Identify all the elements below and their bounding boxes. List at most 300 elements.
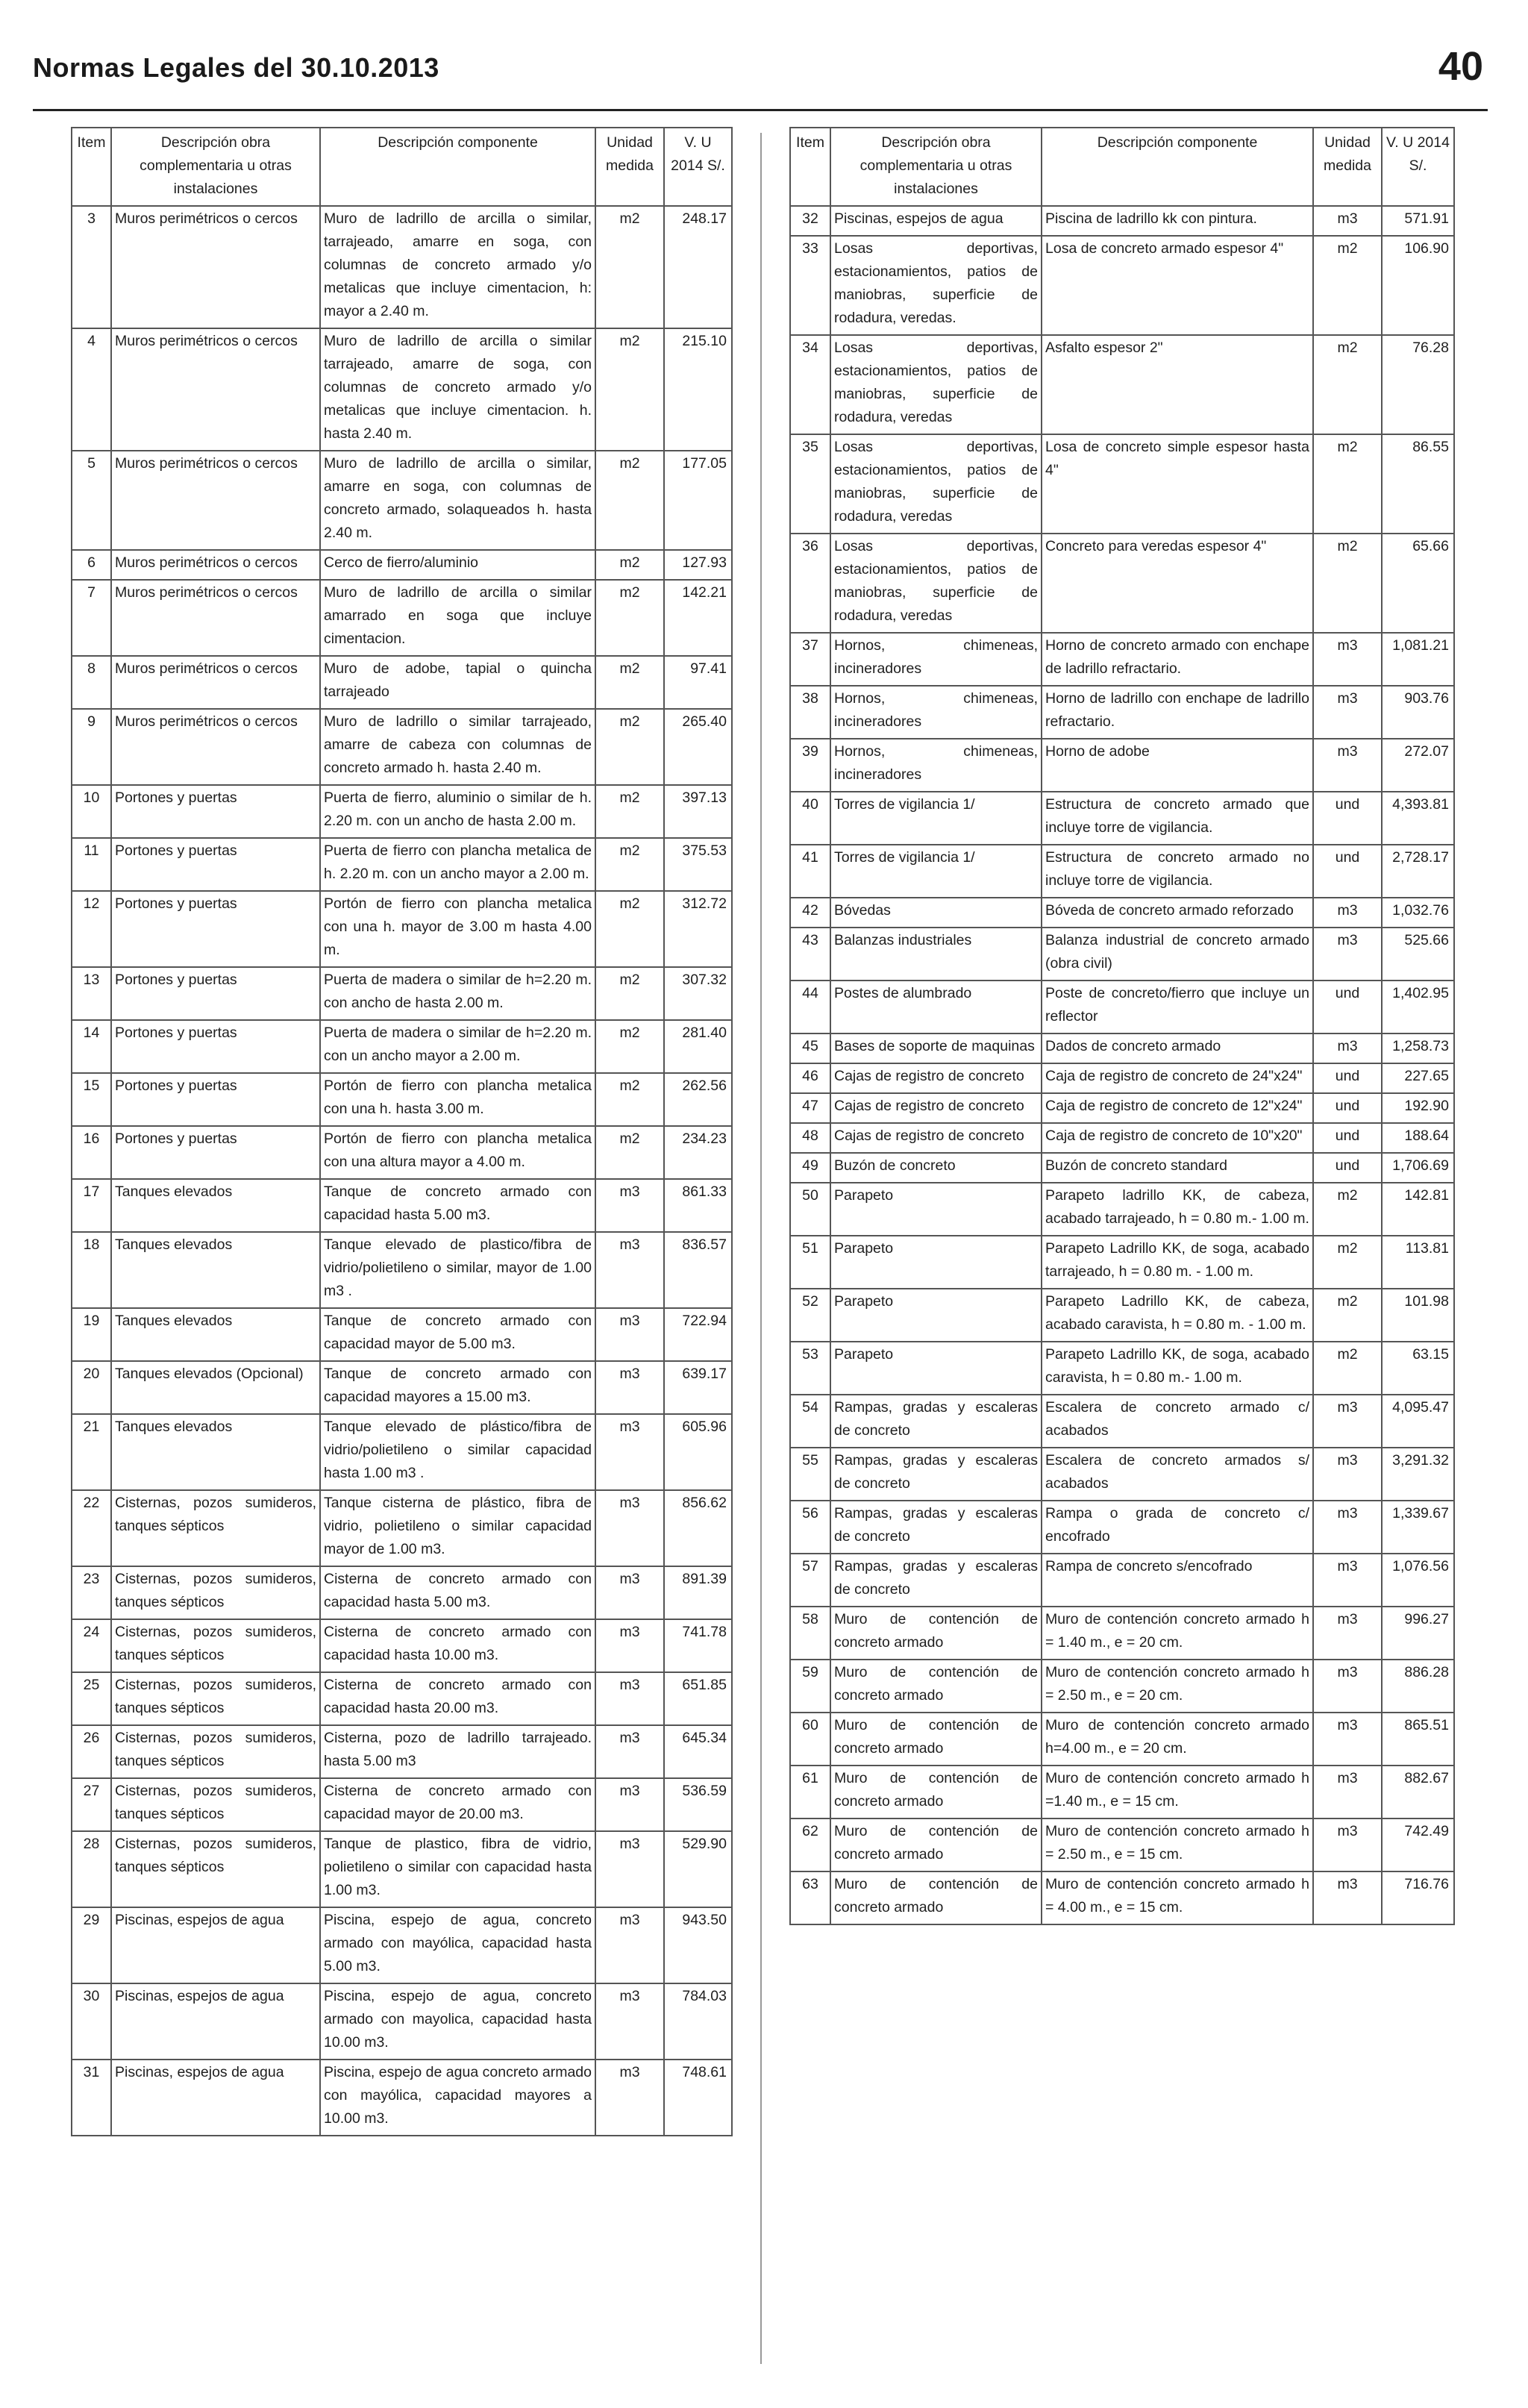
cell-item: 10: [72, 785, 111, 838]
table-row: [790, 1093, 1454, 1123]
table-row: [72, 550, 732, 580]
cell-componente: Horno de adobe: [1042, 739, 1313, 792]
cell-unidad: m3: [595, 1361, 664, 1414]
cell-item: 57: [790, 1554, 830, 1607]
cell-item: 47: [790, 1093, 830, 1123]
cell-item: 34: [790, 335, 830, 434]
cell-item: 28: [72, 1831, 111, 1907]
table-row: [790, 1033, 1454, 1063]
table-row: [790, 1554, 1454, 1607]
cell-obra: Losas deportivas, estacionamientos, patios de maniobras, superficie de rodadura, veredas: [830, 335, 1042, 434]
cell-vu: 397.13: [664, 785, 732, 838]
cell-unidad: m2: [595, 206, 664, 328]
cell-obra: Muros perimétricos o cercos: [111, 451, 320, 550]
cell-componente: Tanque elevado de plastico/fibra de vidrio/polietileno o similar, mayor de 1.00 m3 .: [320, 1232, 595, 1308]
cell-obra: Rampas, gradas y escaleras de concreto: [830, 1501, 1042, 1554]
cell-vu: 943.50: [664, 1907, 732, 1983]
cell-vu: 248.17: [664, 206, 732, 328]
cell-obra: Cisternas, pozos sumideros, tanques sépticos: [111, 1725, 320, 1778]
table-row: [790, 792, 1454, 845]
cell-obra: Cisternas, pozos sumideros, tanques sépticos: [111, 1778, 320, 1831]
cell-obra: Muros perimétricos o cercos: [111, 328, 320, 451]
header-vu: V. U 2014 S/.: [664, 128, 732, 206]
cell-vu: 996.27: [1382, 1607, 1454, 1660]
cell-unidad: m2: [1313, 1289, 1382, 1342]
cell-componente: Puerta de madera o similar de h=2.20 m. con un ancho mayor a 2.00 m.: [320, 1020, 595, 1073]
cell-componente: Portón de fierro con plancha metalica con una h. mayor de 3.00 m hasta 4.00 m.: [320, 891, 595, 967]
cell-componente: Caja de registro de concreto de 24"x24": [1042, 1063, 1313, 1093]
cell-obra: Postes de alumbrado: [830, 981, 1042, 1033]
cell-obra: Cisternas, pozos sumideros, tanques sépticos: [111, 1566, 320, 1619]
cell-unidad: m2: [595, 451, 664, 550]
cell-unidad: m3: [1313, 206, 1382, 236]
cell-unidad: m3: [1313, 1554, 1382, 1607]
cell-vu: 234.23: [664, 1126, 732, 1179]
cell-componente: Muro de ladrillo o similar tarrajeado, amarre de cabeza con columnas de concreto armado h. hasta 2.40 m.: [320, 709, 595, 785]
cell-obra: Piscinas, espejos de agua: [111, 2060, 320, 2136]
right-table-column: [789, 127, 1453, 1925]
cell-obra: Muros perimétricos o cercos: [111, 580, 320, 656]
cell-componente: Escalera de concreto armados s/ acabados: [1042, 1448, 1313, 1501]
cell-vu: 262.56: [664, 1073, 732, 1126]
cell-obra: Portones y puertas: [111, 1073, 320, 1126]
cell-componente: Asfalto espesor 2": [1042, 335, 1313, 434]
cell-componente: Tanque de concreto armado con capacidad hasta 5.00 m3.: [320, 1179, 595, 1232]
cell-obra: Piscinas, espejos de agua: [111, 1983, 320, 2060]
cell-obra: Muro de contención de concreto armado: [830, 1766, 1042, 1818]
cell-componente: Parapeto ladrillo KK, de cabeza, acabado tarrajeado, h = 0.80 m.- 1.00 m.: [1042, 1183, 1313, 1236]
cell-obra: Rampas, gradas y escaleras de concreto: [830, 1395, 1042, 1448]
cell-unidad: m3: [1313, 1448, 1382, 1501]
cell-unidad: m3: [595, 1907, 664, 1983]
cell-item: 12: [72, 891, 111, 967]
cell-vu: 101.98: [1382, 1289, 1454, 1342]
cell-componente: Puerta de fierro con plancha metalica de h. 2.20 m. con un ancho mayor a 2.00 m.: [320, 838, 595, 891]
table-row: [72, 1179, 732, 1232]
cell-item: 18: [72, 1232, 111, 1308]
header-vu: V. U 2014 S/.: [1382, 128, 1454, 206]
cell-vu: 716.76: [1382, 1871, 1454, 1924]
cell-obra: Portones y puertas: [111, 1126, 320, 1179]
cell-item: 30: [72, 1983, 111, 2060]
cell-vu: 65.66: [1382, 534, 1454, 633]
cell-obra: Bóvedas: [830, 898, 1042, 928]
cell-componente: Portón de fierro con plancha metalica con una h. hasta 3.00 m.: [320, 1073, 595, 1126]
cell-unidad: m3: [1313, 1660, 1382, 1713]
cell-item: 13: [72, 967, 111, 1020]
cell-vu: 525.66: [1382, 928, 1454, 981]
cell-vu: 1,258.73: [1382, 1033, 1454, 1063]
cell-componente: Muro de adobe, tapial o quincha tarrajeado: [320, 656, 595, 709]
table-row: [790, 928, 1454, 981]
cell-item: 51: [790, 1236, 830, 1289]
cell-componente: Muro de ladrillo de arcilla o similar tarrajeado, amarre de soga, con columnas de concreto armado y/o metalicas que incluye cimentacion. h. hasta 2.40 m.: [320, 328, 595, 451]
cell-unidad: m2: [1313, 1183, 1382, 1236]
table-row: [790, 1153, 1454, 1183]
cell-componente: Losa de concreto armado espesor 4": [1042, 236, 1313, 335]
cell-unidad: m3: [595, 1983, 664, 2060]
cell-item: 53: [790, 1342, 830, 1395]
cell-unidad: m3: [1313, 739, 1382, 792]
cell-item: 41: [790, 845, 830, 898]
cell-vu: 86.55: [1382, 434, 1454, 534]
cell-vu: 748.61: [664, 2060, 732, 2136]
page-number: 40: [1438, 44, 1483, 89]
table-row: [72, 1907, 732, 1983]
cell-unidad: m3: [1313, 686, 1382, 739]
cell-item: 20: [72, 1361, 111, 1414]
table-row: [72, 891, 732, 967]
cell-componente: Estructura de concreto armado no incluye torre de vigilancia.: [1042, 845, 1313, 898]
cell-obra: Portones y puertas: [111, 838, 320, 891]
cell-componente: Piscina, espejo de agua, concreto armado con mayólica, capacidad hasta 5.00 m3.: [320, 1907, 595, 1983]
cell-obra: Muro de contención de concreto armado: [830, 1871, 1042, 1924]
table-row: [72, 1725, 732, 1778]
cell-obra: Hornos, chimeneas, incineradores: [830, 739, 1042, 792]
cell-vu: 856.62: [664, 1490, 732, 1566]
cell-componente: Tanque cisterna de plástico, fibra de vidrio, polietileno o similar capacidad mayor de 1.00 m3.: [320, 1490, 595, 1566]
cell-componente: Muro de contención concreto armado h =1.40 m., e = 15 cm.: [1042, 1766, 1313, 1818]
table-row: [72, 1778, 732, 1831]
cell-obra: Hornos, chimeneas, incineradores: [830, 633, 1042, 686]
cell-unidad: m2: [595, 967, 664, 1020]
cell-item: 46: [790, 1063, 830, 1093]
cell-obra: Buzón de concreto: [830, 1153, 1042, 1183]
cell-item: 44: [790, 981, 830, 1033]
cell-vu: 142.81: [1382, 1183, 1454, 1236]
table-row: [790, 534, 1454, 633]
cell-componente: Balanza industrial de concreto armado (obra civil): [1042, 928, 1313, 981]
cell-obra: Tanques elevados: [111, 1414, 320, 1490]
cell-obra: Portones y puertas: [111, 1020, 320, 1073]
table-row: [790, 236, 1454, 335]
cell-vu: 1,402.95: [1382, 981, 1454, 1033]
cell-componente: Buzón de concreto standard: [1042, 1153, 1313, 1183]
cell-vu: 1,706.69: [1382, 1153, 1454, 1183]
cell-obra: Cajas de registro de concreto: [830, 1123, 1042, 1153]
cell-unidad: m3: [595, 1308, 664, 1361]
cell-componente: Tanque de concreto armado con capacidad mayor de 5.00 m3.: [320, 1308, 595, 1361]
table-row: [790, 1063, 1454, 1093]
cell-vu: 113.81: [1382, 1236, 1454, 1289]
cell-componente: Piscina de ladrillo kk con pintura.: [1042, 206, 1313, 236]
cell-vu: 375.53: [664, 838, 732, 891]
cell-componente: Muro de contención concreto armado h = 2.50 m., e = 15 cm.: [1042, 1818, 1313, 1871]
cell-obra: Muro de contención de concreto armado: [830, 1607, 1042, 1660]
table-header-row: [790, 128, 1454, 206]
cell-item: 49: [790, 1153, 830, 1183]
cell-obra: Cisternas, pozos sumideros, tanques sépticos: [111, 1490, 320, 1566]
cell-unidad: m2: [595, 1020, 664, 1073]
cell-obra: Cajas de registro de concreto: [830, 1093, 1042, 1123]
cell-unidad: m3: [1313, 1871, 1382, 1924]
cell-unidad: m3: [595, 1725, 664, 1778]
cell-componente: Concreto para veredas espesor 4": [1042, 534, 1313, 633]
cell-obra: Muros perimétricos o cercos: [111, 709, 320, 785]
cell-obra: Piscinas, espejos de agua: [830, 206, 1042, 236]
cell-item: 23: [72, 1566, 111, 1619]
table-row: [790, 1123, 1454, 1153]
cell-item: 16: [72, 1126, 111, 1179]
cell-obra: Torres de vigilancia 1/: [830, 845, 1042, 898]
header-componente: Descripción componente: [320, 128, 595, 206]
cell-obra: Torres de vigilancia 1/: [830, 792, 1042, 845]
cell-unidad: m2: [595, 891, 664, 967]
table-row: [72, 1073, 732, 1126]
table-row: [72, 328, 732, 451]
cell-vu: 127.93: [664, 550, 732, 580]
table-row: [790, 1766, 1454, 1818]
cell-item: 33: [790, 236, 830, 335]
cell-item: 17: [72, 1179, 111, 1232]
table-row: [72, 838, 732, 891]
table-row: [790, 1818, 1454, 1871]
table-row: [790, 1236, 1454, 1289]
cell-vu: 741.78: [664, 1619, 732, 1672]
cell-vu: 571.91: [1382, 206, 1454, 236]
cell-vu: 722.94: [664, 1308, 732, 1361]
cell-vu: 2,728.17: [1382, 845, 1454, 898]
cell-obra: Tanques elevados (Opcional): [111, 1361, 320, 1414]
table-header-row: [72, 128, 732, 206]
cell-obra: Hornos, chimeneas, incineradores: [830, 686, 1042, 739]
right-table-body: [790, 206, 1454, 1924]
cell-obra: Muro de contención de concreto armado: [830, 1660, 1042, 1713]
cell-item: 52: [790, 1289, 830, 1342]
table-row: [72, 1983, 732, 2060]
cell-item: 19: [72, 1308, 111, 1361]
cell-unidad: m2: [1313, 1342, 1382, 1395]
cell-item: 7: [72, 580, 111, 656]
table-row: [72, 1831, 732, 1907]
page-title: Normas Legales del 30.10.2013: [33, 52, 439, 83]
cell-obra: Tanques elevados: [111, 1232, 320, 1308]
header-obra: Descripción obra complementaria u otras instalaciones: [830, 128, 1042, 206]
cell-componente: Parapeto Ladrillo KK, de soga, acabado caravista, h = 0.80 m.- 1.00 m.: [1042, 1342, 1313, 1395]
table-row: [72, 785, 732, 838]
cell-unidad: m3: [1313, 1766, 1382, 1818]
table-row: [790, 206, 1454, 236]
table-row: [790, 335, 1454, 434]
page-header: [33, 40, 1488, 111]
table-row: [790, 1183, 1454, 1236]
cell-componente: Losa de concreto simple espesor hasta 4": [1042, 434, 1313, 534]
cell-componente: Cisterna de concreto armado con capacidad hasta 20.00 m3.: [320, 1672, 595, 1725]
header-obra: Descripción obra complementaria u otras instalaciones: [111, 128, 320, 206]
cell-componente: Dados de concreto armado: [1042, 1033, 1313, 1063]
cell-item: 25: [72, 1672, 111, 1725]
cell-componente: Estructura de concreto armado que incluye torre de vigilancia.: [1042, 792, 1313, 845]
cell-unidad: m3: [1313, 1033, 1382, 1063]
cell-item: 48: [790, 1123, 830, 1153]
cell-obra: Parapeto: [830, 1183, 1042, 1236]
cell-unidad: und: [1313, 1153, 1382, 1183]
cell-unidad: m2: [595, 709, 664, 785]
cell-vu: 215.10: [664, 328, 732, 451]
table-row: [790, 1713, 1454, 1766]
cell-item: 3: [72, 206, 111, 328]
cell-componente: Muro de ladrillo de arcilla o similar, amarre en soga, con columnas de concreto armado, solaqueados h. hasta 2.40 m.: [320, 451, 595, 550]
cell-vu: 227.65: [1382, 1063, 1454, 1093]
cell-componente: Cisterna de concreto armado con capacidad hasta 10.00 m3.: [320, 1619, 595, 1672]
cell-vu: 1,076.56: [1382, 1554, 1454, 1607]
cell-unidad: m3: [595, 1831, 664, 1907]
cell-unidad: m2: [595, 328, 664, 451]
cell-componente: Caja de registro de concreto de 10"x20": [1042, 1123, 1313, 1153]
cell-vu: 645.34: [664, 1725, 732, 1778]
cell-unidad: m2: [595, 580, 664, 656]
cell-vu: 192.90: [1382, 1093, 1454, 1123]
cell-componente: Muro de contención concreto armado h = 1.40 m., e = 20 cm.: [1042, 1607, 1313, 1660]
cell-unidad: m3: [1313, 1818, 1382, 1871]
cell-obra: Muro de contención de concreto armado: [830, 1818, 1042, 1871]
table-row: [72, 1361, 732, 1414]
cell-unidad: m3: [595, 1566, 664, 1619]
cell-componente: Muro de ladrillo de arcilla o similar amarrado en soga que incluye cimentacion.: [320, 580, 595, 656]
cell-item: 37: [790, 633, 830, 686]
cell-unidad: m3: [595, 1672, 664, 1725]
cell-vu: 4,393.81: [1382, 792, 1454, 845]
cell-item: 11: [72, 838, 111, 891]
cell-obra: Rampas, gradas y escaleras de concreto: [830, 1448, 1042, 1501]
table-row: [72, 1308, 732, 1361]
table-row: [790, 1342, 1454, 1395]
cell-componente: Piscina, espejo de agua, concreto armado con mayolica, capacidad hasta 10.00 m3.: [320, 1983, 595, 2060]
cell-item: 24: [72, 1619, 111, 1672]
cell-obra: Portones y puertas: [111, 967, 320, 1020]
cell-vu: 891.39: [664, 1566, 732, 1619]
cell-unidad: und: [1313, 845, 1382, 898]
cell-vu: 639.17: [664, 1361, 732, 1414]
cell-unidad: m3: [1313, 898, 1382, 928]
cell-componente: Parapeto Ladrillo KK, de cabeza, acabado caravista, h = 0.80 m. - 1.00 m.: [1042, 1289, 1313, 1342]
cell-componente: Cisterna de concreto armado con capacidad hasta 5.00 m3.: [320, 1566, 595, 1619]
cell-item: 59: [790, 1660, 830, 1713]
cell-componente: Horno de concreto armado con enchape de ladrillo refractario.: [1042, 633, 1313, 686]
table-row: [790, 1660, 1454, 1713]
cell-componente: Puerta de fierro, aluminio o similar de h. 2.20 m. con un ancho de hasta 2.00 m.: [320, 785, 595, 838]
cell-item: 14: [72, 1020, 111, 1073]
cell-item: 26: [72, 1725, 111, 1778]
cell-item: 58: [790, 1607, 830, 1660]
cell-obra: Losas deportivas, estacionamientos, patios de maniobras, superficie de rodadura, veredas: [830, 434, 1042, 534]
cell-vu: 536.59: [664, 1778, 732, 1831]
cell-componente: Cerco de fierro/aluminio: [320, 550, 595, 580]
table-row: [790, 434, 1454, 534]
cell-unidad: m3: [595, 1778, 664, 1831]
cell-unidad: m2: [1313, 335, 1382, 434]
cell-unidad: und: [1313, 1063, 1382, 1093]
cell-vu: 742.49: [1382, 1818, 1454, 1871]
cell-item: 63: [790, 1871, 830, 1924]
cell-item: 5: [72, 451, 111, 550]
cell-componente: Muro de contención concreto armado h = 4.00 m., e = 15 cm.: [1042, 1871, 1313, 1924]
cell-unidad: m3: [1313, 928, 1382, 981]
cell-item: 39: [790, 739, 830, 792]
cell-vu: 605.96: [664, 1414, 732, 1490]
cell-unidad: m2: [595, 656, 664, 709]
table-row: [72, 1566, 732, 1619]
cell-obra: Portones y puertas: [111, 891, 320, 967]
cell-unidad: m2: [1313, 534, 1382, 633]
cell-unidad: m3: [1313, 1713, 1382, 1766]
cell-obra: Muro de contención de concreto armado: [830, 1713, 1042, 1766]
cell-componente: Piscina, espejo de agua concreto armado con mayólica, capacidad mayores a 10.00 m3.: [320, 2060, 595, 2136]
cell-vu: 882.67: [1382, 1766, 1454, 1818]
cell-item: 9: [72, 709, 111, 785]
cell-vu: 784.03: [664, 1983, 732, 2060]
cell-vu: 106.90: [1382, 236, 1454, 335]
cell-unidad: m3: [595, 2060, 664, 2136]
cell-unidad: m3: [595, 1490, 664, 1566]
cell-unidad: m3: [595, 1414, 664, 1490]
cell-item: 36: [790, 534, 830, 633]
table-row: [72, 656, 732, 709]
table-row: [790, 1607, 1454, 1660]
cell-unidad: und: [1313, 1123, 1382, 1153]
table-row: [790, 981, 1454, 1033]
cell-vu: 4,095.47: [1382, 1395, 1454, 1448]
table-row: [790, 1871, 1454, 1924]
cell-vu: 272.07: [1382, 739, 1454, 792]
cell-vu: 265.40: [664, 709, 732, 785]
cell-componente: Escalera de concreto armado c/ acabados: [1042, 1395, 1313, 1448]
cell-item: 56: [790, 1501, 830, 1554]
cell-obra: Parapeto: [830, 1289, 1042, 1342]
cell-item: 38: [790, 686, 830, 739]
table-row: [790, 633, 1454, 686]
header-item: Item: [72, 128, 111, 206]
table-row: [72, 1619, 732, 1672]
cell-componente: Muro de ladrillo de arcilla o similar, tarrajeado, amarre en soga, con columnas de concreto armado y/o metalicas que incluye cimentacion, h: mayor a 2.40 m.: [320, 206, 595, 328]
cell-vu: 307.32: [664, 967, 732, 1020]
table-row: [72, 1490, 732, 1566]
cell-obra: Cisternas, pozos sumideros, tanques sépticos: [111, 1619, 320, 1672]
cell-item: 50: [790, 1183, 830, 1236]
cell-obra: Balanzas industriales: [830, 928, 1042, 981]
cell-unidad: m3: [1313, 633, 1382, 686]
cell-obra: Rampas, gradas y escaleras de concreto: [830, 1554, 1042, 1607]
table-row: [790, 686, 1454, 739]
cell-item: 32: [790, 206, 830, 236]
cell-componente: Cisterna de concreto armado con capacidad mayor de 20.00 m3.: [320, 1778, 595, 1831]
table-row: [72, 1672, 732, 1725]
cell-item: 45: [790, 1033, 830, 1063]
cell-unidad: m3: [1313, 1395, 1382, 1448]
cell-vu: 903.76: [1382, 686, 1454, 739]
cell-componente: Tanque elevado de plástico/fibra de vidrio/polietileno o similar capacidad hasta 1.00 m3 .: [320, 1414, 595, 1490]
table-row: [72, 1126, 732, 1179]
cell-unidad: m2: [595, 838, 664, 891]
table-row: [72, 967, 732, 1020]
cell-unidad: m2: [1313, 434, 1382, 534]
cell-item: 43: [790, 928, 830, 981]
cell-item: 27: [72, 1778, 111, 1831]
cell-vu: 142.21: [664, 580, 732, 656]
cell-item: 6: [72, 550, 111, 580]
header-unidad: Unidad medida: [595, 128, 664, 206]
cell-unidad: m3: [595, 1179, 664, 1232]
cell-componente: Poste de concreto/fierro que incluye un reflector: [1042, 981, 1313, 1033]
left-table-column: [71, 127, 731, 2136]
cell-unidad: und: [1313, 981, 1382, 1033]
cell-unidad: m3: [595, 1232, 664, 1308]
cell-item: 22: [72, 1490, 111, 1566]
cell-vu: 1,339.67: [1382, 1501, 1454, 1554]
cell-unidad: m2: [595, 550, 664, 580]
cell-componente: Cisterna, pozo de ladrillo tarrajeado. hasta 5.00 m3: [320, 1725, 595, 1778]
cell-obra: Parapeto: [830, 1236, 1042, 1289]
